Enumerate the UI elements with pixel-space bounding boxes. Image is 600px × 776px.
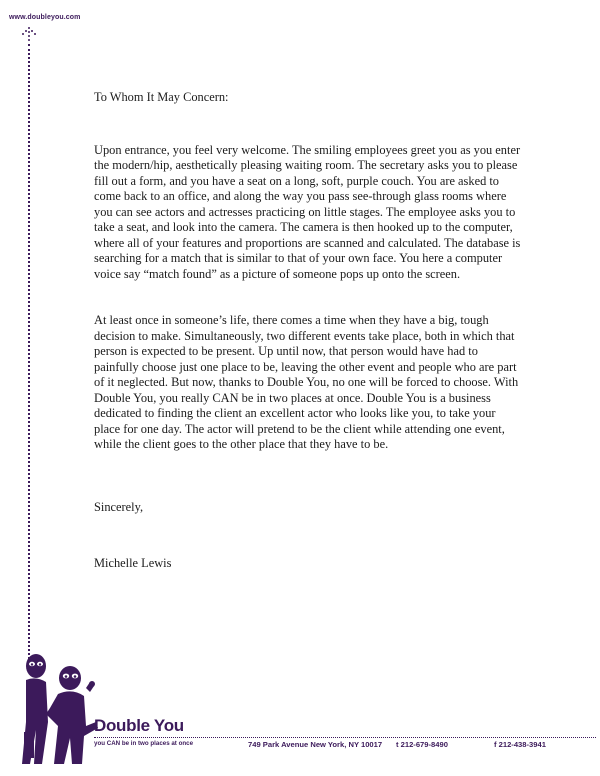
dotted-corner-arrow-icon: [20, 26, 38, 42]
letter-paragraph-2: At least once in someone’s life, there comes a time when they have a big, tough decision to make. Simultaneously, two different events take place, both in which that person is expected to be present. Up until now, that person would have had to painfully choose just one place to be, leaving the other event and people who are part of it neglected. But now, thanks to Double You, no one will be forced to choose. With Double You, you really CAN be in two places at once. Double You is a business dedicated to finding the client an excellent actor who looks like you, to take your place for one day. The actor will pretend to be the client while attending one event, while the client goes to the other place that they have to be.: [94, 313, 519, 451]
footer-telephone: t 212-679-8490: [396, 740, 448, 749]
letter-closing: Sincerely,: [94, 499, 144, 514]
brand-tagline: you CAN be in two places at once: [94, 740, 194, 747]
footer-dotted-divider: [94, 737, 596, 738]
footer-address: 749 Park Avenue New York, NY 10017: [248, 740, 383, 749]
letter-signature: Michelle Lewis: [94, 556, 172, 570]
dotted-margin-rule: [28, 44, 30, 659]
footer-fax: f 212-438-3941: [494, 740, 546, 749]
double-figure-mascot-logo: [20, 652, 100, 768]
letter-paragraph-1: Upon entrance, you feel very welcome. The smiling employees greet you as you enter the modern/hip, aesthetically pleasing waiting room. The secretary asks you to please fill out a form, and you have a seat on a long, soft, purple couch. You are asked to come back to an office, and along the way you pass see-through glass rooms where you can see actors and actresses practicing on little stages. The employee asks you to take a seat, and look into the camera. The camera is then hooked up to the computer, where all of your features and proportions are scanned and calculated. The database is searching for a match that is similar to that of your own face. You here a computer voice say “match found” as a picture of someone pops up onto the screen.: [94, 142, 521, 281]
brand-name: Double You: [94, 716, 184, 735]
website-url[interactable]: www.doubleyou.com: [9, 14, 81, 21]
letter-body: [94, 90, 524, 572]
letter-greeting: To Whom It May Concern:: [94, 90, 229, 104]
